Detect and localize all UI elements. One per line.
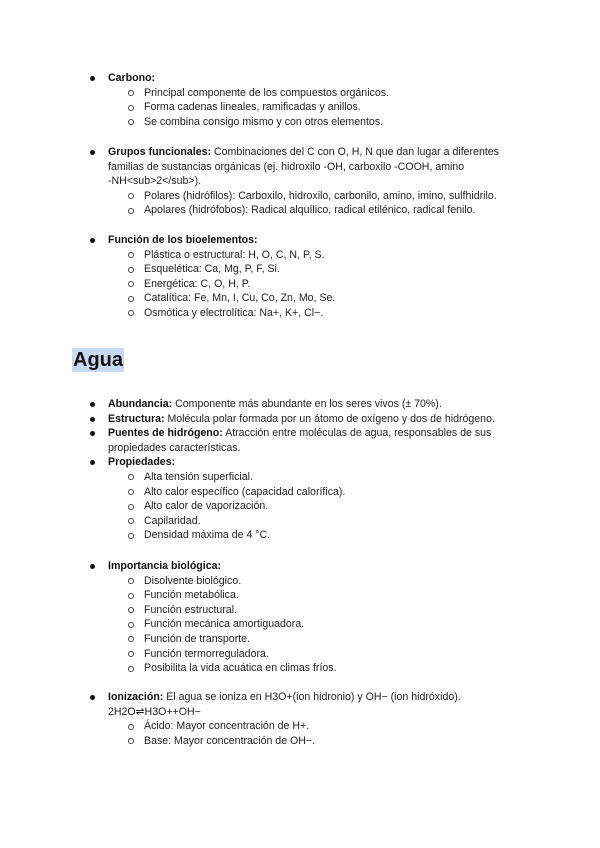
sub-list-item: Capilaridad. (0, 514, 600, 529)
sub-list-item: Base: Mayor concentración de OH−. (0, 734, 600, 749)
circle-bullet-icon (128, 252, 134, 258)
circle-bullet-icon (128, 105, 134, 111)
sub-list-item: Osmótica y electrolítica: Na+, K+, Cl−. (0, 306, 600, 321)
bullet-icon (90, 460, 95, 465)
sub-list-item: Esquelética: Ca, Mg, P, F, Si. (0, 262, 600, 277)
item-label: Abundancia: (108, 398, 173, 410)
sub-list-item: Función de transporte. (0, 632, 600, 647)
section-importancia-biologica (0, 559, 600, 676)
list-item-continuation: 2H2O⇌H3O++OH− (108, 705, 201, 718)
circle-bullet-icon (128, 636, 134, 642)
list-item: Estructura: Molécula polar formada por un átomo de oxígeno y dos de hidrógeno. (0, 412, 600, 427)
list-item-continuation: familias de sustancias orgánicas (ej. hidroxilo -OH, carboxilo -COOH, amino (108, 160, 465, 173)
list-item-continuation: propiedades características. (108, 441, 241, 454)
circle-bullet-icon (128, 738, 134, 744)
bullet-icon (90, 76, 95, 81)
sub-list-item: Alto calor de vaporización. (0, 499, 600, 514)
bullet-icon (90, 417, 95, 422)
bullet-icon (90, 564, 95, 569)
sub-list-item: Función mecánica amortiguadora. (0, 617, 600, 632)
item-label: Ionización: (108, 691, 164, 703)
circle-bullet-icon (128, 533, 134, 539)
circle-bullet-icon (128, 474, 134, 480)
circle-bullet-icon (128, 724, 134, 730)
sub-list-item: Forma cadenas lineales, ramificadas y anillos. (0, 100, 600, 115)
section-funcion-bioelementos (0, 233, 600, 321)
sub-list-item: Posibilita la vida acuática en climas fríos. (0, 661, 600, 676)
list-item: Puentes de hidrógeno: Atracción entre moléculas de agua, responsables de sus (0, 426, 600, 441)
circle-bullet-icon (128, 296, 134, 302)
sub-list-item: Función estructural. (0, 603, 600, 618)
item-label: Estructura: (108, 412, 165, 425)
circle-bullet-icon (128, 281, 134, 287)
sub-list-item: Función metabólica. (0, 588, 600, 603)
circle-bullet-icon (128, 622, 134, 628)
section-ionizacion (0, 690, 600, 748)
section-agua-general (0, 397, 600, 543)
circle-bullet-icon (128, 119, 134, 125)
circle-bullet-icon (128, 666, 134, 672)
list-item (0, 233, 600, 248)
circle-bullet-icon (128, 193, 134, 199)
circle-bullet-icon (128, 578, 134, 584)
sub-list-item: Ácido: Mayor concentración de H+. (0, 719, 600, 734)
sub-list-item: Alto calor específico (capacidad calorífica). (0, 485, 600, 500)
sub-list-item: Polares (hidrófilos): Carboxilo, hidroxilo, carbonilo, amino, imino, sulfhidrilo. (0, 189, 600, 204)
circle-bullet-icon (128, 310, 134, 316)
sub-list-item: Se combina consigo mismo y con otros elementos. (0, 115, 600, 130)
sub-list-item: Alta tensión superficial. (0, 470, 600, 485)
item-label: Función de los bioelementos: (108, 234, 258, 246)
sub-list-item: Disolvente biológico. (0, 574, 600, 589)
section-grupos-funcionales (0, 145, 600, 218)
sub-list-item: Principal componente de los compuestos orgánicos. (0, 86, 600, 101)
item-label: Importancia biológica: (108, 560, 222, 572)
circle-bullet-icon (128, 651, 134, 657)
item-label: Propiedades: (108, 456, 176, 469)
list-item (0, 455, 600, 470)
bullet-icon (90, 695, 95, 700)
list-item: Grupos funcionales: Combinaciones del C con O, H, N que dan lugar a diferentes (0, 145, 600, 160)
list-item: Ionización: El agua se ioniza en H3O+(ion hidronio) y OH− (ion hidróxido). (0, 690, 600, 705)
list-item (0, 559, 600, 574)
item-label: Carbono: (108, 72, 156, 84)
circle-bullet-icon (128, 489, 134, 495)
circle-bullet-icon (128, 607, 134, 613)
section-carbono (0, 71, 600, 129)
circle-bullet-icon (128, 593, 134, 599)
list-item-continuation: -NH<sub>2</sub>). (108, 175, 202, 188)
sub-list-item: Catalítica: Fe, Mn, I, Cu, Co, Zn, Mo, Se. (0, 291, 600, 306)
circle-bullet-icon (128, 518, 134, 524)
circle-bullet-icon (128, 267, 134, 273)
item-label: Puentes de hidrógeno: (108, 427, 223, 440)
circle-bullet-icon (128, 504, 134, 510)
bullet-icon (90, 238, 95, 243)
bullet-icon (90, 431, 95, 436)
circle-bullet-icon (128, 208, 134, 214)
section-heading-agua: Agua (73, 349, 123, 371)
bullet-icon (90, 402, 95, 407)
sub-list-item: Función termorreguladora. (0, 647, 600, 662)
item-label: Grupos funcionales: (108, 146, 212, 158)
sub-list-item: Apolares (hidrófobos): Radical alquílico, radical etilénico, radical fenilo. (0, 203, 600, 218)
sub-list-item: Energética: C, O, H, P. (0, 277, 600, 292)
sub-list-item: Densidad máxima de 4 °C. (0, 528, 600, 543)
circle-bullet-icon (128, 90, 134, 96)
bullet-icon (90, 150, 95, 155)
sub-list-item: Plástica o estructural: H, O, C, N, P, S. (0, 248, 600, 263)
list-item: Abundancia: Componente más abundante en los seres vivos (± 70%). (0, 397, 600, 412)
list-item (0, 71, 600, 86)
